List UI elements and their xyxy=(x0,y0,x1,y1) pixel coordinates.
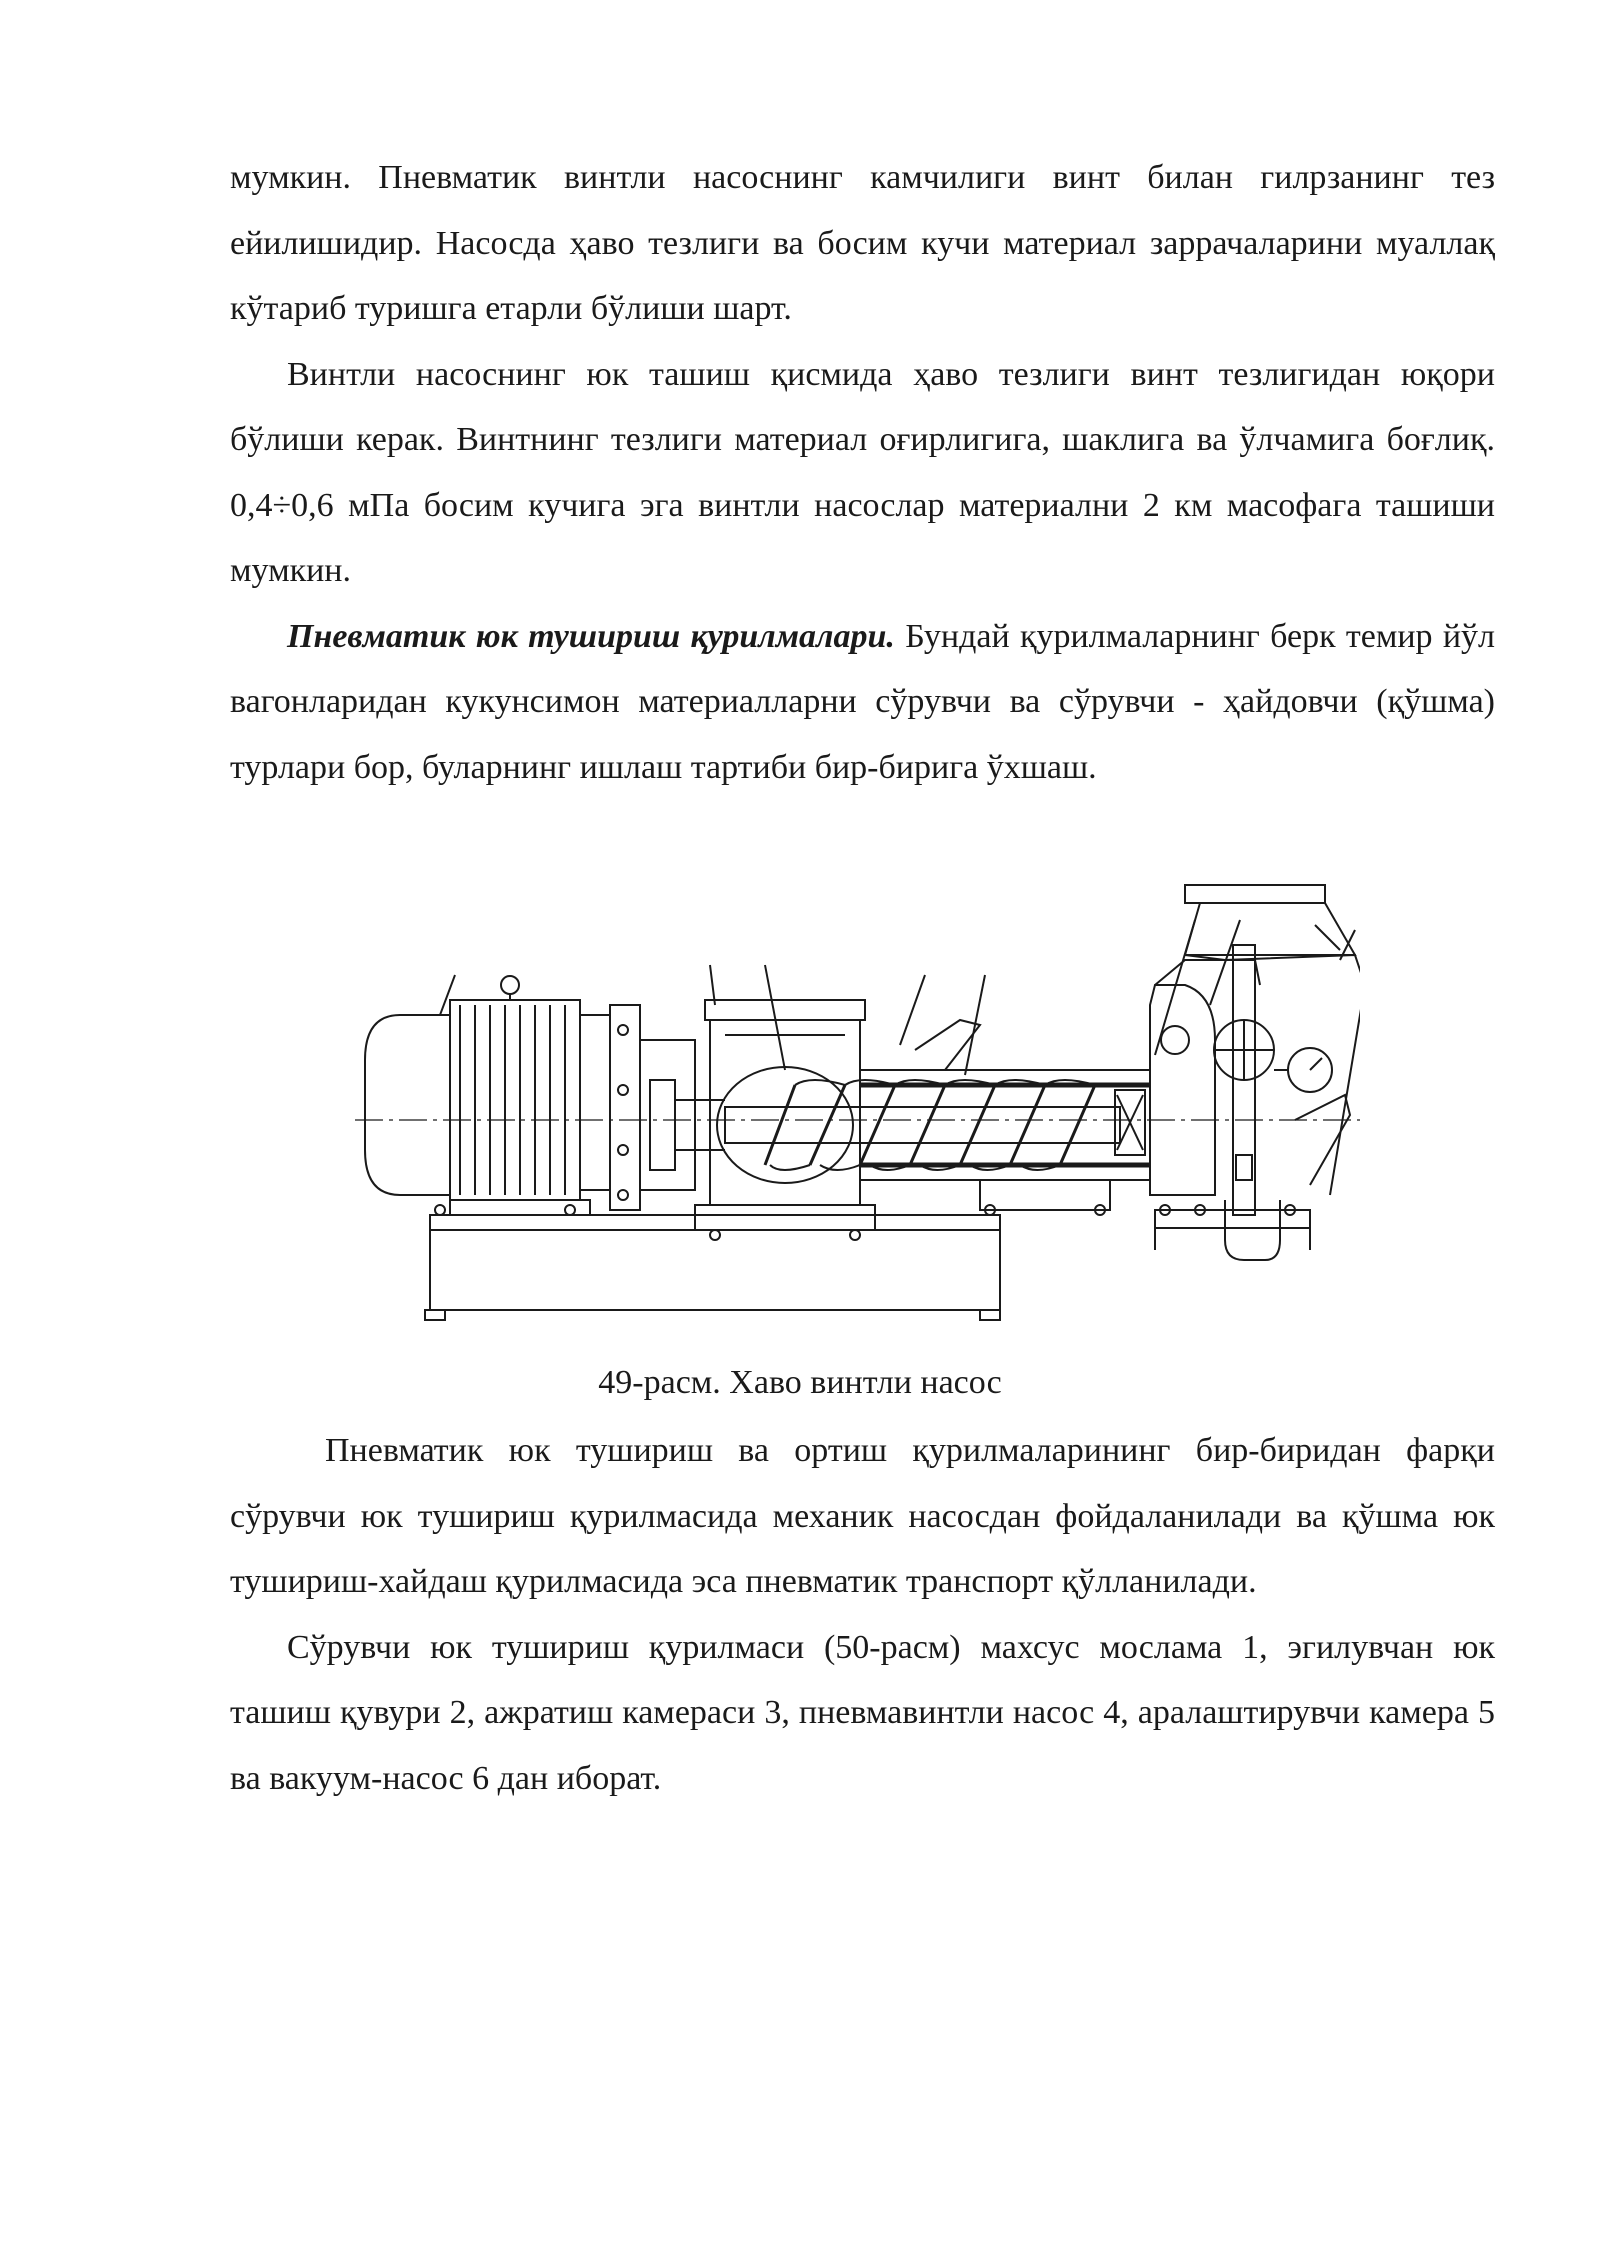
paragraph-3: Пневматик юк тушириш қурилмалари. Бундай қурилмаларнинг берк темир йўл вагонларидан кукунсимон материалларни сўрувчи ва сўрувчи - ҳайдовчи (қўшма) турлари бор, буларнинг ишлаш тартиби бир-бирига ўхшаш. xyxy=(230,617,1495,786)
paragraph-2: Винтли насоснинг юк ташиш қисмида ҳаво тезлиги винт тезлигидан юқори бўлиши керак. Винтнинг тезлиги материал оғирлигига, шаклига ва ўлчамига боғлиқ. 0,4÷0,6 мПа босим кучига эга винтли насослар материални 2 км масофага ташиши мумкин. xyxy=(230,355,1495,589)
section-heading-inline: Пневматик юк тушириш қурилмалари. xyxy=(287,617,895,655)
paragraph-1: мумкин. Пневматик винтли насоснинг камчилиги винт билан гилрзанинг тез ейилишидир. Насосда ҳаво тезлиги ва босим кучи материал заррачаларини муаллақ кўтариб туришга етарли бўлиши шарт. xyxy=(230,159,1495,327)
paragraph-5: Сўрувчи юк тушириш қурилмаси (50-расм) махсус мослама 1, эгилувчан юк ташиш қувури 2, ажратиш камераси 3, пневмавинтли насос 4, аралаштирувчи камера 5 ва вакуум-насос 6 дан иборат. xyxy=(230,1628,1495,1797)
paragraph-4: Пневматик юк тушириш ва ортиш қурилмаларининг бир-биридан фарқи сўрувчи юк тушириш қурилмасида механик насосдан фойдаланилади ва қўшма юк тушириш-хайдаш қурилмасида эса пневматик транспорт қўлланилади. xyxy=(230,1432,1495,1600)
top-text-block xyxy=(230,145,1495,800)
screw-pump-drawing-icon xyxy=(355,865,1360,1335)
figure-caption: 49-расм. Хаво винтли насос xyxy=(598,1364,1002,1401)
screw-pump-figure xyxy=(355,865,1360,1335)
bottom-text-block xyxy=(230,1418,1495,1811)
